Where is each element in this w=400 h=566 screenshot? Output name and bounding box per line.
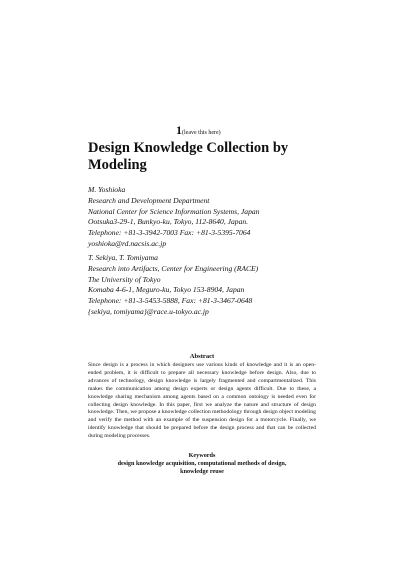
affiliation-address: Komaba 4-6-1, Meguro-ku, Tokyo 153-8904, Japan <box>88 285 245 295</box>
abstract-section <box>88 352 316 441</box>
authors-names: M. Yoshioka <box>88 185 126 194</box>
authors-names: T. Sekiya, T. Tomiyama <box>88 253 158 262</box>
keywords-heading: Keywords <box>188 452 216 459</box>
affiliation-institution: National Center for Science Information Systems, Japan <box>88 206 260 216</box>
affiliation-email: yoshioka@rd.nacsis.ac.jp <box>88 238 167 248</box>
abstract-text: Since design is a process in which designers use various kinds of knowledge and it is an open-ended problem, it is difficult to prepare all necessary knowledge before design. Also, due to advances of technology, design knowledge is largely fragmented and compartmentalized. This makes the communication among design experts or design agents difficult. Due to these, a knowledge sharing mechanism among agents based on a common ontology is needed even for collecting design knowledge. In this paper, first we analyze the nature and structure of design knowledge. Then, we propose a knowledge collection methodology through design object modeling and verify the method with an example of the suspension design for a motorcycle. Finally, we identify knowledge that should be prepared before the design process and that can be collected during modeling processes. <box>88 362 316 440</box>
affiliation-department: Research and Development Department <box>88 195 210 205</box>
chapter-number: 1 <box>176 123 182 137</box>
affiliation-address: Ootsuka3-29-1, Bunkyo-ku, Tokyo, 112-8640, Japan. <box>88 217 249 227</box>
chapter-marker <box>176 121 221 139</box>
affiliation-phone-fax: Telephone: +81-3-5453-5888, Fax: +81-3-3467-0648 <box>88 296 253 306</box>
affiliation-phone-fax: Telephone: +81-3-3942-7003 Fax: +81-3-5395-7064 <box>88 228 251 238</box>
affiliation-department: Research into Artifacts, Center for Engineering (RACE) <box>88 263 259 273</box>
author-affiliation-2 <box>88 253 348 318</box>
affiliation-email: {sekiya, tomiyama}@race.u-tokyo.ac.jp <box>88 306 209 316</box>
author-affiliation-1 <box>88 185 348 250</box>
abstract-heading: Abstract <box>189 353 215 360</box>
paper-title: Design Knowledge Collection by Modeling <box>88 140 289 173</box>
keywords-line-2: knowledge reuse <box>180 468 224 475</box>
chapter-note: (leave this here) <box>182 130 221 136</box>
keywords-line-1: design knowledge acquisition, computational methods of design, <box>117 460 287 467</box>
keywords-section <box>88 452 316 476</box>
affiliation-institution: The University of Tokyo <box>88 274 161 284</box>
